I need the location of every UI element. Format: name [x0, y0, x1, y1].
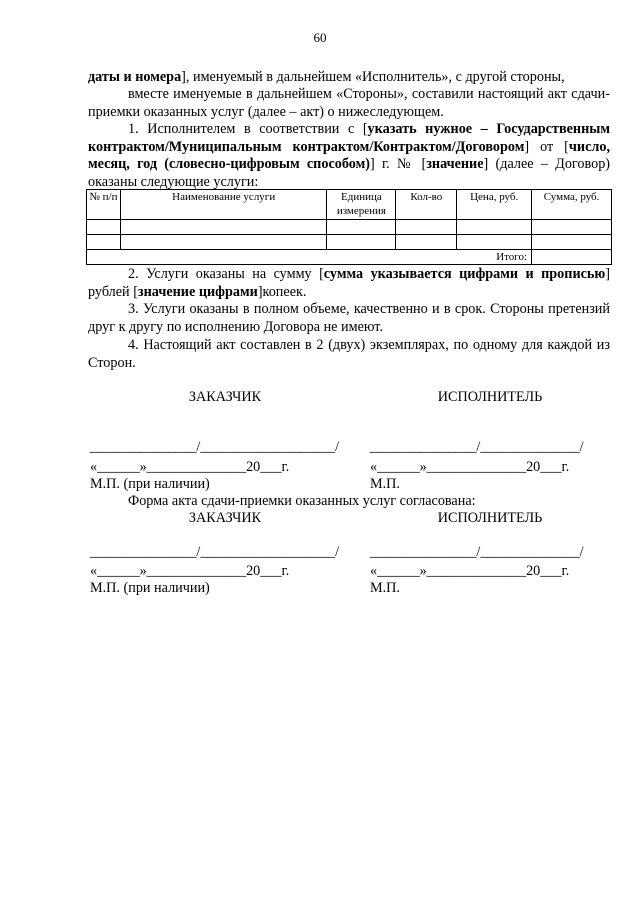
customer-date-line-2: «______»______________20___г.: [90, 563, 290, 579]
header-cell: Наименование услуги: [120, 190, 327, 220]
intro-rest: ], именуемый в дальнейшем «Исполнитель», с другой стороны,: [181, 69, 565, 85]
header-cell: Сумма, руб.: [532, 190, 612, 220]
header-cell: Кол-во: [396, 190, 457, 220]
intro-line-1: [88, 69, 610, 87]
table-row: [87, 220, 612, 235]
header-cell: № п/п: [87, 190, 121, 220]
executor-sign-line-2: _______________/______________/: [370, 544, 584, 560]
executor-sign-line: _______________/______________/: [370, 439, 584, 455]
customer-heading: ЗАКАЗЧИК: [188, 389, 262, 405]
item-2-text-e: ]копеек.: [257, 283, 307, 300]
item-2-kopecks: значение цифрами: [137, 283, 258, 300]
customer-sign-line: _______________/___________________/: [90, 439, 340, 455]
services-table: [86, 189, 612, 265]
table-cell: [532, 235, 612, 250]
header-cell: Единица измерения: [327, 190, 396, 220]
table-cell: [396, 220, 457, 235]
executor-heading: ИСПОЛНИТЕЛЬ: [437, 389, 543, 405]
table-cell: [532, 220, 612, 235]
customer-heading-2: ЗАКАЗЧИК: [188, 510, 262, 526]
table-total-row: [87, 250, 612, 265]
item-1: [88, 121, 610, 191]
agreed-text: Форма акта сдачи-приемки оказанных услуг согласована:: [128, 493, 476, 509]
item-1-text-a: 1. Исполнителем в соответствии с [: [128, 121, 368, 137]
executor-stamp: М.П.: [370, 476, 400, 492]
item-2-text-a: 2. Услуги оказаны на сумму [: [128, 266, 324, 282]
item-1-text-c: ] от [: [524, 138, 569, 155]
table-cell: [87, 235, 121, 250]
table-row: [87, 235, 612, 250]
total-label: Итого:: [87, 250, 532, 265]
customer-sign-line-2: _______________/___________________/: [90, 544, 340, 560]
item-2: [88, 266, 610, 301]
intro-bold: даты и номера: [88, 69, 182, 85]
item-2-sum: сумма указывается цифрами и прописью: [323, 266, 606, 282]
item-4: 4. Настоящий акт составлен в 2 (двух) экземплярах, по одному для каждой из Сторон.: [88, 337, 610, 371]
table-header-row: [87, 190, 612, 220]
customer-date-line: «______»______________20___г.: [90, 459, 290, 475]
customer-stamp-2: М.П. (при наличии): [90, 580, 210, 596]
total-value-cell: [532, 250, 612, 265]
table-cell: [457, 235, 532, 250]
table-cell: [327, 220, 396, 235]
customer-stamp: М.П. (при наличии): [90, 476, 210, 492]
executor-date-line-2: «______»______________20___г.: [370, 563, 570, 579]
item-1-number: значение: [426, 156, 484, 172]
table-cell: [327, 235, 396, 250]
item-1-contract-type: указать нужное – Государственным контрактом/Муниципальным контрактом/Контрактом/Договором: [88, 121, 610, 155]
item-3: 3. Услуги оказаны в полном объеме, качественно и в срок. Стороны претензий друг к другу по исполнению Договора не имеют.: [88, 301, 610, 335]
intro-line-2: вместе именуемые в дальнейшем «Стороны», составили настоящий акт сдачи-приемки оказанных услуг (далее – акт) о нижеследующем.: [88, 86, 610, 120]
table-cell: [120, 220, 327, 235]
table-cell: [87, 220, 121, 235]
table-cell: [120, 235, 327, 250]
table-cell: [396, 235, 457, 250]
executor-heading-2: ИСПОЛНИТЕЛЬ: [437, 510, 543, 526]
table-cell: [457, 220, 532, 235]
item-1-text-g: ] (далее – Договор) оказаны следующие услуги:: [88, 156, 611, 190]
item-1-date: число, месяц, год (словесно-цифровым способом): [88, 138, 610, 172]
executor-date-line: «______»______________20___г.: [370, 459, 570, 475]
item-1-text-e: ] г. № [: [369, 156, 427, 172]
header-cell: Цена, руб.: [457, 190, 532, 220]
page-number: 60: [313, 30, 327, 45]
item-2-text-c: ] рублей [: [88, 266, 610, 300]
executor-stamp-2: М.П.: [370, 580, 400, 596]
